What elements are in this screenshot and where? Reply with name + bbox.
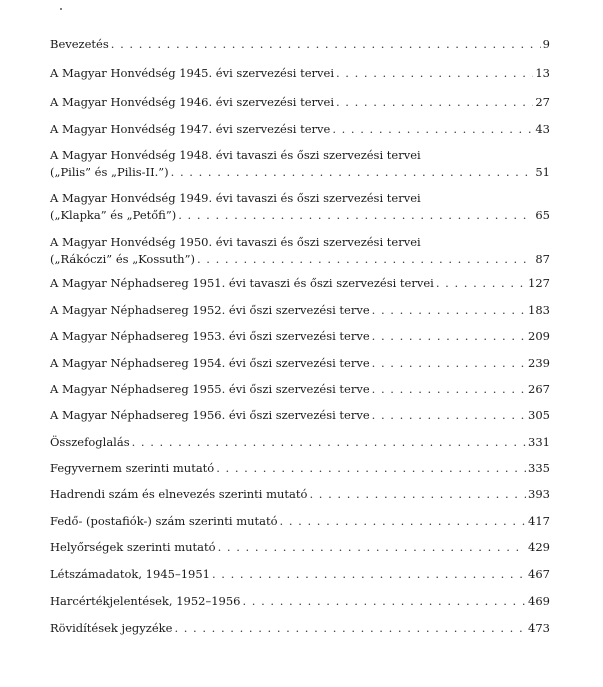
dot-leader [171,164,534,181]
dot-leader [178,207,533,224]
dot-leader [212,566,526,583]
toc-entry-page: 469 [528,594,550,608]
toc-entry-title: Bevezetés [50,37,109,51]
dot-leader [336,65,533,82]
toc-entry-title: Rövidítések jegyzéke [50,621,173,635]
toc-entry-title: A Magyar Honvédség 1950. évi tavaszi és őszi szervezési tervei [50,235,421,249]
toc-entry[interactable] [50,460,550,477]
scan-speck [60,8,62,10]
toc-entry-page: 13 [535,66,550,80]
toc-entry-subtitle: („Pilis” és „Pilis-II.”) [50,165,169,179]
toc-entry[interactable] [50,566,550,583]
toc-entry[interactable] [50,275,550,292]
toc-entry-page: 467 [528,567,550,581]
toc-entry-title: Fedő- (postafiók-) szám szerinti mutató [50,514,278,528]
toc-entry-title: A Magyar Honvédség 1946. évi szervezési tervei [50,95,334,109]
toc-entry[interactable] [50,147,550,181]
toc-entry-page: 417 [528,514,550,528]
dot-leader [372,407,526,424]
toc-entry-title: A Magyar Néphadsereg 1955. évi őszi szervezési terve [50,382,370,396]
toc-entry-page: 239 [528,356,550,370]
toc-entry-page: 335 [528,461,550,475]
dot-leader [197,251,533,268]
toc-entry-title: A Magyar Honvédség 1945. évi szervezési tervei [50,66,334,80]
toc-entry-page: 87 [535,252,550,266]
toc-entry-page: 209 [528,329,550,343]
toc-entry-title: A Magyar Néphadsereg 1952. évi őszi szervezési terve [50,303,370,317]
toc-entry[interactable] [50,434,550,451]
toc-entry-title: Harcértékjelentések, 1952–1956 [50,594,241,608]
dot-leader [218,539,526,556]
toc-entry-subtitle: („Rákóczi” és „Kossuth”) [50,252,195,266]
dot-leader [280,513,527,530]
dot-leader [216,460,526,477]
toc-entry-page: 9 [542,37,550,51]
toc-entry-page: 473 [528,621,550,635]
toc-entry-title: A Magyar Honvédség 1948. évi tavaszi és őszi szervezési tervei [50,148,421,162]
toc-entry-page: 305 [528,408,550,422]
toc-entry[interactable] [50,381,550,398]
toc-entry[interactable] [50,121,550,138]
toc-entry[interactable] [50,539,550,556]
toc-entry-title: Hadrendi szám és elnevezés szerinti mutató [50,487,308,501]
toc-entry[interactable] [50,355,550,372]
toc-entry-page: 267 [528,382,550,396]
toc-entry[interactable] [50,94,550,111]
toc-entry[interactable] [50,302,550,319]
dot-leader [336,94,533,111]
toc-entry[interactable] [50,65,550,82]
dot-leader [309,486,526,503]
toc-entry-title: Összefoglalás [50,435,130,449]
toc-entry-title: A Magyar Honvédség 1947. évi szervezési terve [50,122,331,136]
toc-entry[interactable] [50,620,550,637]
dot-leader [372,328,526,345]
toc-entry-page: 127 [528,276,550,290]
table-of-contents [50,36,550,635]
toc-entry-title: Fegyvernem szerinti mutató [50,461,215,475]
toc-entry[interactable] [50,593,550,610]
dot-leader [372,381,526,398]
toc-entry-title: A Magyar Honvédség 1949. évi tavaszi és őszi szervezési tervei [50,191,421,205]
toc-entry-title: A Magyar Néphadsereg 1953. évi őszi szervezési terve [50,329,370,343]
toc-entry-page: 65 [535,208,550,222]
dot-leader [132,434,526,451]
dot-leader [242,593,526,610]
toc-entry[interactable] [50,486,550,503]
toc-entry-title: A Magyar Néphadsereg 1951. évi tavaszi és őszi szervezési tervei [50,276,434,290]
toc-entry-page: 43 [535,122,550,136]
toc-entry[interactable] [50,407,550,424]
toc-entry-page: 183 [528,303,550,317]
toc-entry[interactable] [50,36,550,53]
toc-entry[interactable] [50,190,550,224]
toc-entry-page: 429 [528,540,550,554]
toc-entry[interactable] [50,234,550,268]
toc-entry-title: Helyőrségek szerinti mutató [50,540,216,554]
toc-entry[interactable] [50,328,550,345]
toc-entry[interactable] [50,513,550,530]
dot-leader [436,275,526,292]
toc-entry-title: Létszámadatok, 1945–1951 [50,567,210,581]
dot-leader [372,355,526,372]
toc-entry-title: A Magyar Néphadsereg 1954. évi őszi szervezési terve [50,356,370,370]
toc-entry-page: 393 [528,487,550,501]
dot-leader [174,620,526,637]
dot-leader [111,36,541,53]
toc-entry-title: A Magyar Néphadsereg 1956. évi őszi szervezési terve [50,408,370,422]
dot-leader [332,121,533,138]
toc-entry-page: 27 [535,95,550,109]
toc-entry-subtitle: („Klapka” és „Petőfi”) [50,208,177,222]
toc-entry-page: 331 [528,435,550,449]
toc-entry-page: 51 [535,165,550,179]
dot-leader [372,302,526,319]
